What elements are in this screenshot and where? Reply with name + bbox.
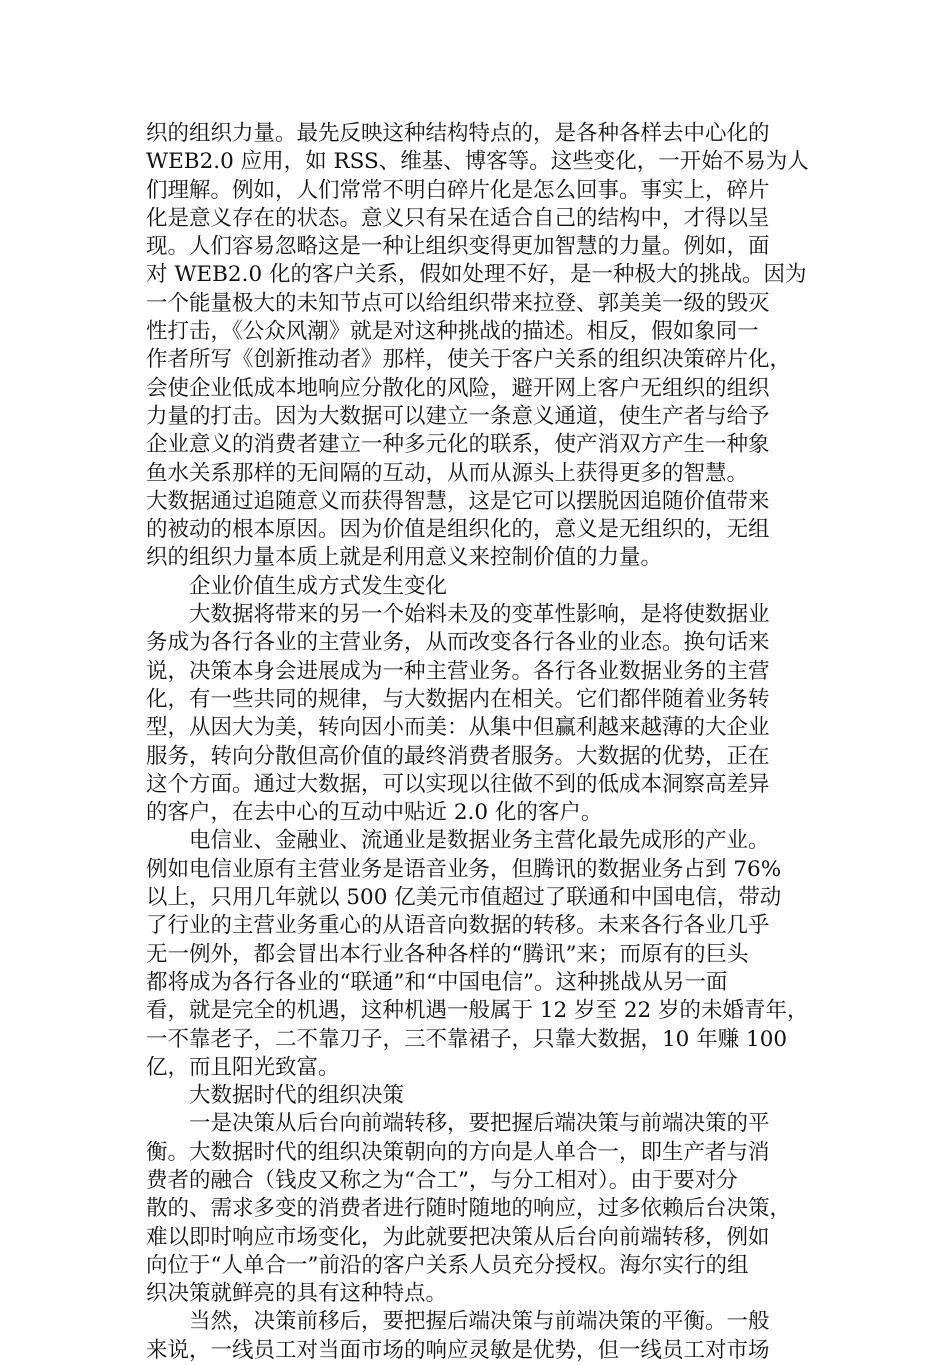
text-line: 务成为各行各业的主营业务，从而改变各行各业的业态。换句话来 <box>146 630 770 656</box>
text-line: 看，就是完全的机遇，这种机遇一般属于 12 岁至 22 岁的未婚青年， <box>146 998 809 1024</box>
text-line: 服务，转向分散但高价值的最终消费者服务。大数据的优势，正在 <box>146 743 770 769</box>
text-line: 无一例外，都会冒出本行业各种各样的“腾讯”来；而原有的巨头 <box>146 941 749 967</box>
text-line: 作者所写《创新推动者》那样，使关于客户关系的组织决策碎片化， <box>146 347 792 373</box>
text-line: 一个能量极大的未知节点可以给组织带来拉登、郭美美一级的毁灭 <box>146 290 770 316</box>
paragraph-start-line: 大数据将带来的另一个始料未及的变革性影响，是将使数据业 <box>189 602 770 628</box>
document-body <box>146 120 809 1365</box>
text-line: 会使企业低成本地响应分散化的风险，避开网上客户无组织的组织 <box>146 375 770 401</box>
text-line: 这个方面。通过大数据，可以实现以往做不到的低成本洞察高差异 <box>146 771 770 797</box>
text-line: 以上，只用几年就以 500 亿美元市值超过了联通和中国电信，带动 <box>146 885 782 911</box>
text-line: 向位于“人单合一”前沿的客户关系人员充分授权。海尔实行的组 <box>146 1252 749 1278</box>
text-line: 的客户，在去中心的互动中贴近 2.0 化的客户。 <box>146 800 603 826</box>
text-line: 例如电信业原有主营业务是语音业务，但腾讯的数据业务占到 76% <box>146 856 782 882</box>
text-line: 都将成为各行各业的“联通”和“中国电信”。这种挑战从另一面 <box>146 969 728 995</box>
text-line: 们理解。例如，人们常常不明白碎片化是怎么回事。事实上，碎片 <box>146 177 770 203</box>
paragraph-start-line: 一是决策从后台向前端转移，要把握后端决策与前端决策的平 <box>189 1111 770 1137</box>
text-line: 难以即时响应市场变化，为此就要把决策从后台向前端转移，例如 <box>146 1224 770 1250</box>
text-line: 织决策就鲜亮的具有这种特点。 <box>146 1281 448 1307</box>
paragraph-start-line: 企业价值生成方式发生变化 <box>189 573 448 599</box>
text-line: 化，有一些共同的规律，与大数据内在相关。它们都伴随着业务转 <box>146 686 770 712</box>
text-line: 亿，而且阳光致富。 <box>146 1054 340 1080</box>
text-line: 一不靠老子，二不靠刀子，三不靠裙子，只靠大数据，10 年赚 100 <box>146 1026 788 1052</box>
paragraph-start-line: 大数据时代的组织决策 <box>189 1083 405 1109</box>
text-line: 费者的融合（钱皮又称之为“合工”，与分工相对）。由于要对分 <box>146 1167 738 1193</box>
paragraph-start-line: 电信业、金融业、流通业是数据业务主营化最先成形的产业。 <box>189 828 770 854</box>
text-line: 现。人们容易忽略这是一种让组织变得更加智慧的力量。例如，面 <box>146 234 770 260</box>
text-line: 散的、需求多变的消费者进行随时随地的响应，过多依赖后台决策， <box>146 1196 792 1222</box>
text-line: 化是意义存在的状态。意义只有呆在适合自己的结构中，才得以呈 <box>146 205 770 231</box>
text-line: 衡。大数据时代的组织决策朝向的方向是人单合一，即生产者与消 <box>146 1139 770 1165</box>
text-line: 大数据通过追随意义而获得智慧，这是它可以摆脱因追随价值带来 <box>146 488 770 514</box>
text-line: WEB2.0 应用，如 RSS、维基、博客等。这些变化，一开始不易为人 <box>146 149 809 175</box>
text-line: 对 WEB2.0 化的客户关系，假如处理不好，是一种极大的挑战。因为 <box>146 262 807 288</box>
text-line: 说，决策本身会进展成为一种主营业务。各行各业数据业务的主营 <box>146 658 770 684</box>
text-line: 织的组织力量。最先反映这种结构特点的，是各种各样去中心化的 <box>146 121 770 146</box>
text-line: 的被动的根本原因。因为价值是组织化的，意义是无组织的，无组 <box>146 517 770 543</box>
text-line: 鱼水关系那样的无间隔的互动，从而从源头上获得更多的智慧。 <box>146 460 749 486</box>
text-line: 力量的打击。因为大数据可以建立一条意义通道，使生产者与给予 <box>146 403 770 429</box>
text-line: 来说，一线员工对当面市场的响应灵敏是优势，但一线员工对市场 <box>146 1337 770 1363</box>
text-line: 型，从因大为美，转向因小而美：从集中但赢利越来越薄的大企业 <box>146 715 770 741</box>
text-line: 企业意义的消费者建立一种多元化的联系，使产消双方产生一种象 <box>146 432 770 458</box>
text-line: 性打击，《公众风潮》就是对这种挑战的描述。相反，假如象同一 <box>146 319 759 345</box>
paragraph-start-line: 当然，决策前移后，要把握后端决策与前端决策的平衡。一般 <box>189 1309 770 1335</box>
text-line: 织的组织力量本质上就是利用意义来控制价值的力量。 <box>146 545 663 571</box>
text-line: 了行业的主营业务重心的从语音向数据的转移。未来各行各业几乎 <box>146 913 770 939</box>
